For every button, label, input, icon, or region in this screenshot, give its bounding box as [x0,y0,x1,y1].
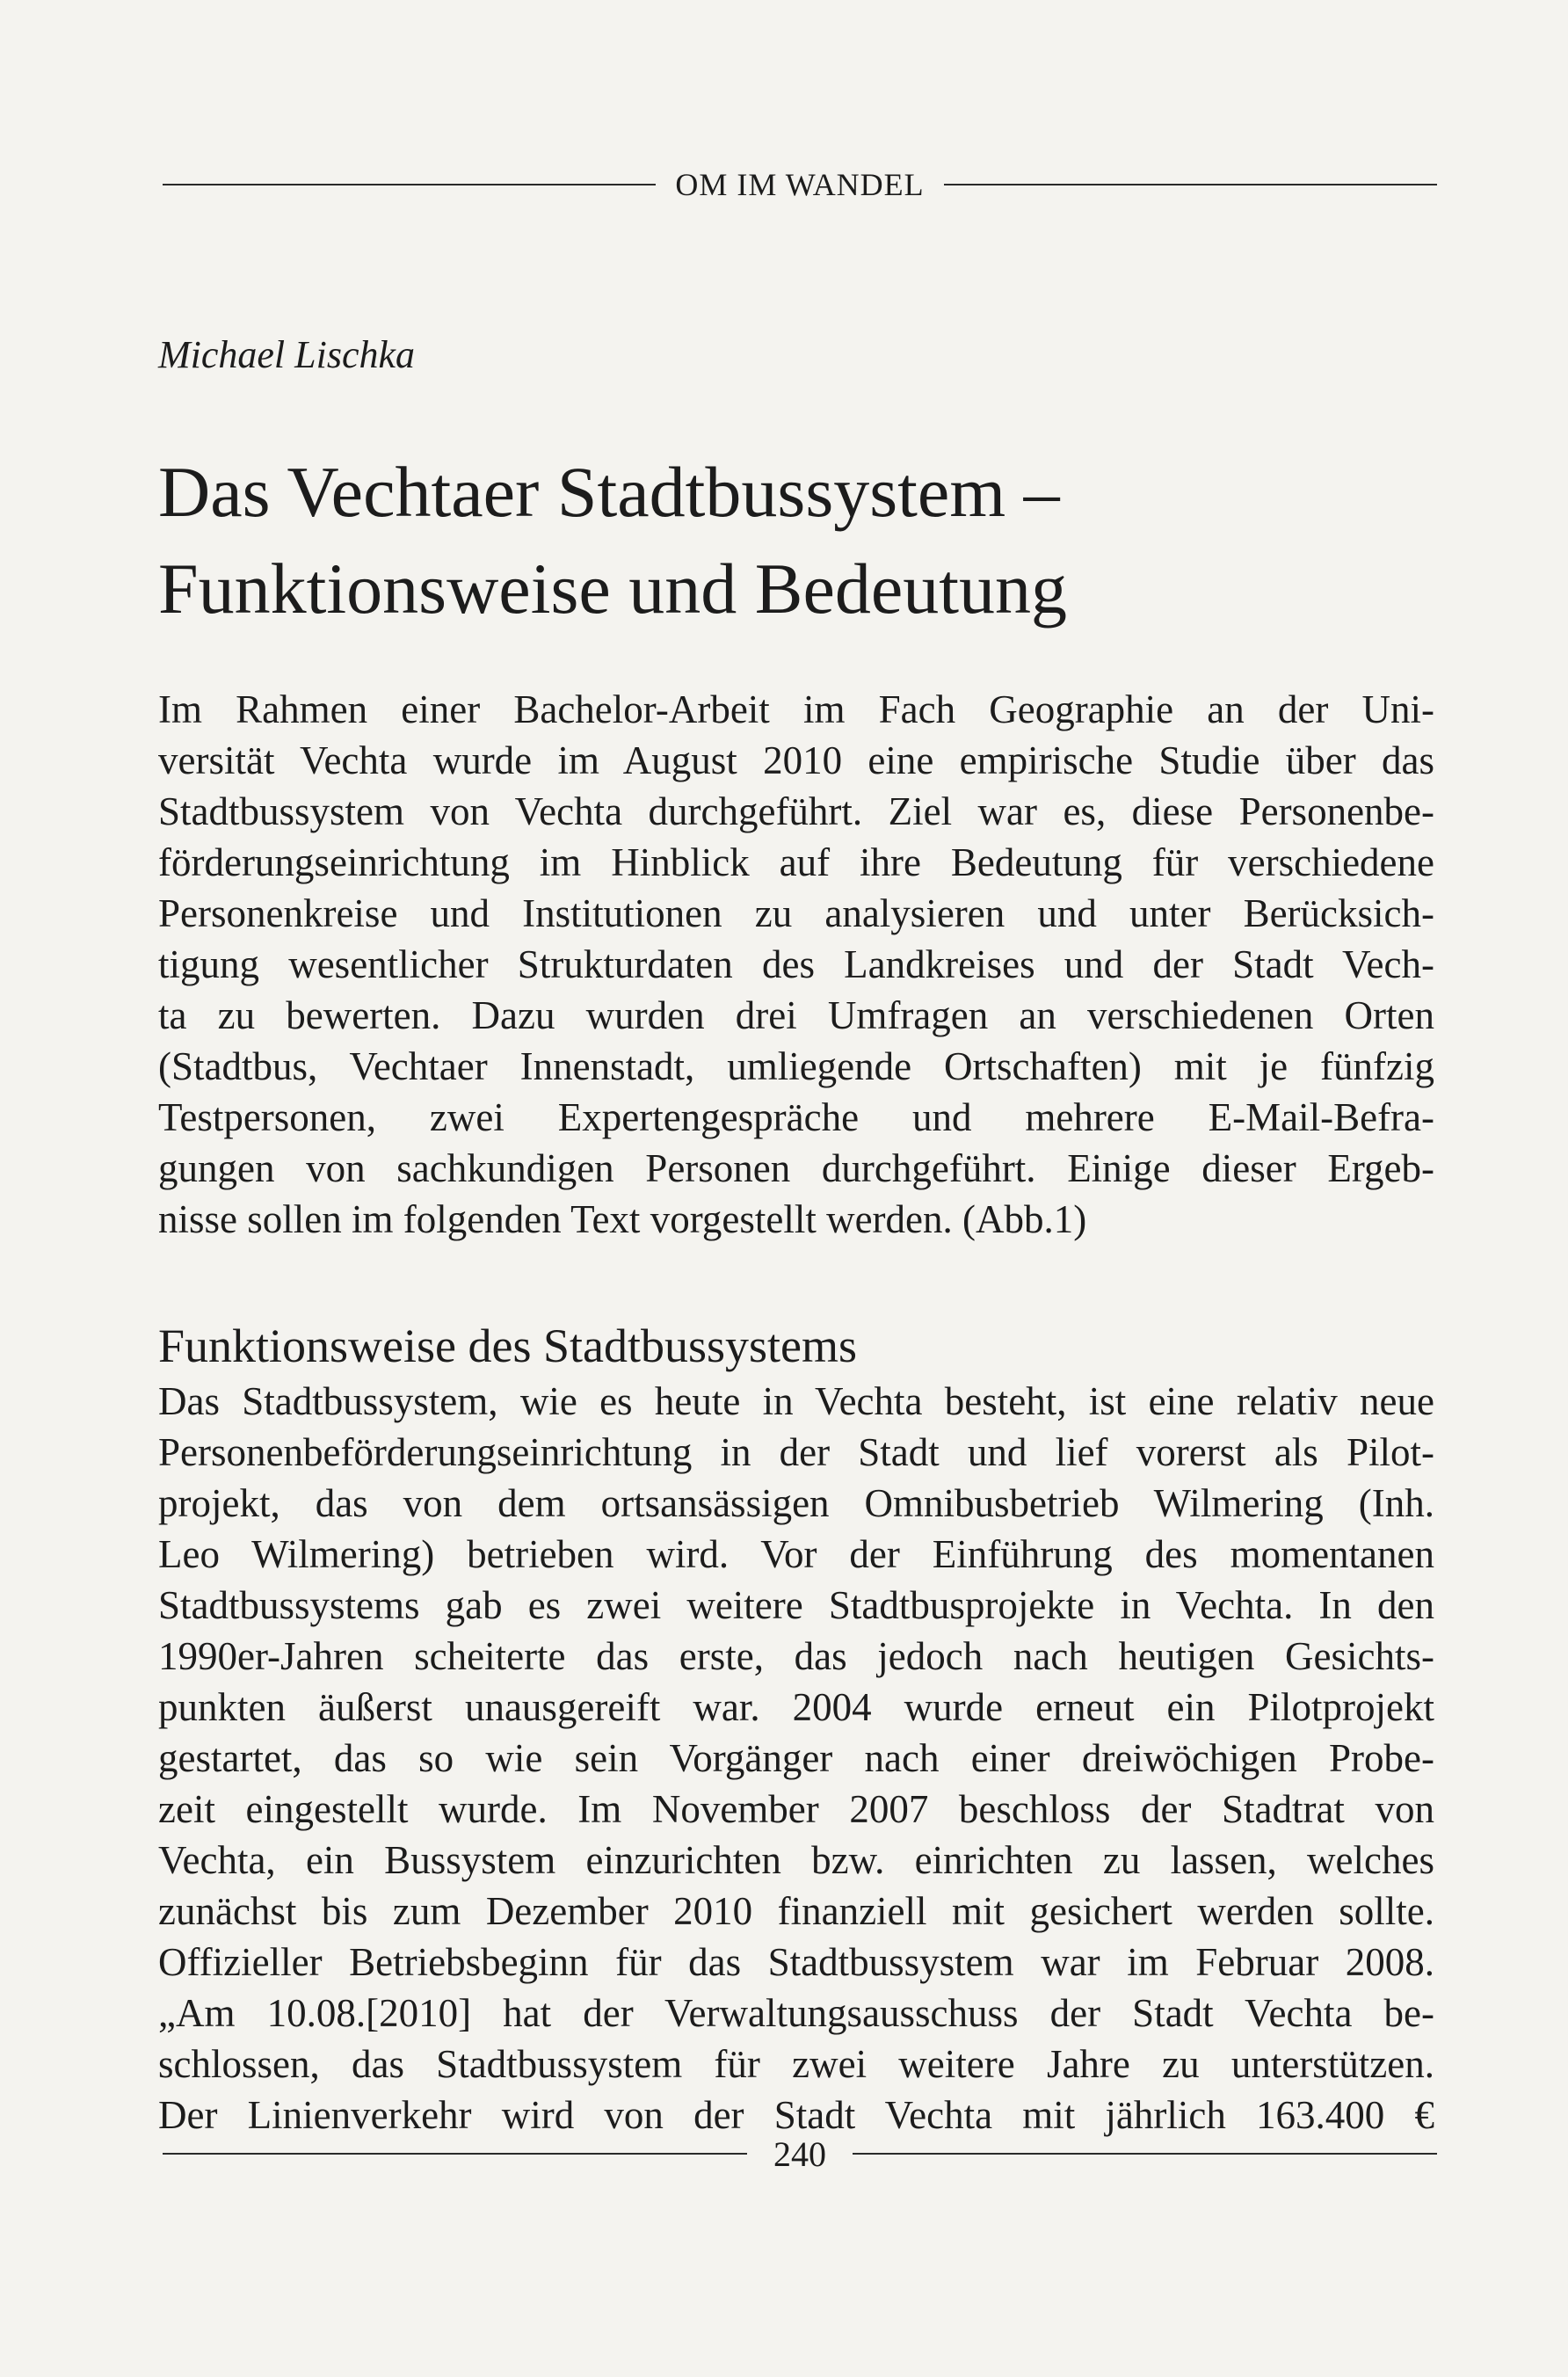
intro-paragraph [158,684,1434,1245]
text-line: Personenbeförderungseinrichtung in der Stadt und lief vorerst als Pilot- [158,1430,1434,1474]
text-line: nisse sollen im folgenden Text vorgestellt werden. (Abb.1) [158,1197,1087,1241]
footer-rule-left [163,2153,747,2155]
section-paragraph [158,1376,1434,2141]
text-line: 1990er-Jahren scheiterte das erste, das jedoch nach heutigen Gesichts- [158,1634,1434,1678]
text-line: Der Linienverkehr wird von der Stadt Vechta mit jährlich 163.400 € [158,2093,1434,2137]
text-line: gungen von sachkundigen Personen durchgeführt. Einige dieser Ergeb- [158,1146,1434,1190]
running-header-title: OM IM WANDEL [675,167,925,202]
author-name: Michael Lischka [158,333,416,376]
text-line: Testpersonen, zwei Expertengespräche und mehrere E-Mail-Befra- [158,1095,1434,1139]
header-rule-left [163,184,656,185]
page-footer [163,2134,1437,2173]
text-line: Stadtbussystems gab es zwei weitere Stadtbusprojekte in Vechta. In den [158,1583,1434,1627]
page-number: 240 [773,2133,826,2174]
section-heading: Funktionsweise des Stadtbussystems [158,1319,858,1372]
text-line: versität Vechta wurde im August 2010 eine empirische Studie über das [158,738,1434,782]
text-line: tigung wesentlicher Strukturdaten des Landkreises und der Stadt Vech- [158,942,1434,986]
text-line: Leo Wilmering) betrieben wird. Vor der Einführung des momentanen [158,1532,1434,1576]
text-line: Das Stadtbussystem, wie es heute in Vechta besteht, ist eine relativ neue [158,1379,1434,1423]
text-line: schlossen, das Stadtbussystem für zwei weitere Jahre zu unterstützen. [158,2042,1434,2086]
title-line: Das Vechtaer Stadtbussystem – [158,452,1060,532]
text-line: projekt, das von dem ortsansässigen Omnibusbetrieb Wilmering (Inh. [158,1481,1434,1525]
footer-rule-right [853,2153,1437,2155]
header-rule-right [944,184,1437,185]
article-title [158,444,1433,637]
text-line: Stadtbussystem von Vechta durchgeführt. Ziel war es, diese Personenbe- [158,789,1434,833]
text-line: gestartet, das so wie sein Vorgänger nach einer dreiwöchigen Probe- [158,1736,1434,1780]
running-header [163,167,1437,202]
text-line: zeit eingestellt wurde. Im November 2007 beschloss der Stadtrat von [158,1787,1434,1831]
text-line: „Am 10.08.[2010] hat der Verwaltungsausschuss der Stadt Vechta be- [158,1991,1434,2035]
text-line: Personenkreise und Institutionen zu analysieren und unter Berücksich- [158,891,1434,935]
title-line: Funktionsweise und Bedeutung [158,549,1068,629]
text-line: Offizieller Betriebsbeginn für das Stadtbussystem war im Februar 2008. [158,1940,1434,1984]
text-line: Vechta, ein Bussystem einzurichten bzw. einrichten zu lassen, welches [158,1838,1434,1882]
text-line: förderungseinrichtung im Hinblick auf ihre Bedeutung für verschiedene [158,840,1434,884]
text-line: Im Rahmen einer Bachelor-Arbeit im Fach Geographie an der Uni- [158,687,1434,731]
text-line: ta zu bewerten. Dazu wurden drei Umfragen an verschiedenen Orten [158,993,1434,1037]
text-line: zunächst bis zum Dezember 2010 finanziell mit gesichert werden sollte. [158,1889,1434,1933]
text-line: punkten äußerst unausgereift war. 2004 wurde erneut ein Pilotprojekt [158,1685,1434,1729]
text-line: (Stadtbus, Vechtaer Innenstadt, umliegende Ortschaften) mit je fünfzig [158,1044,1434,1088]
